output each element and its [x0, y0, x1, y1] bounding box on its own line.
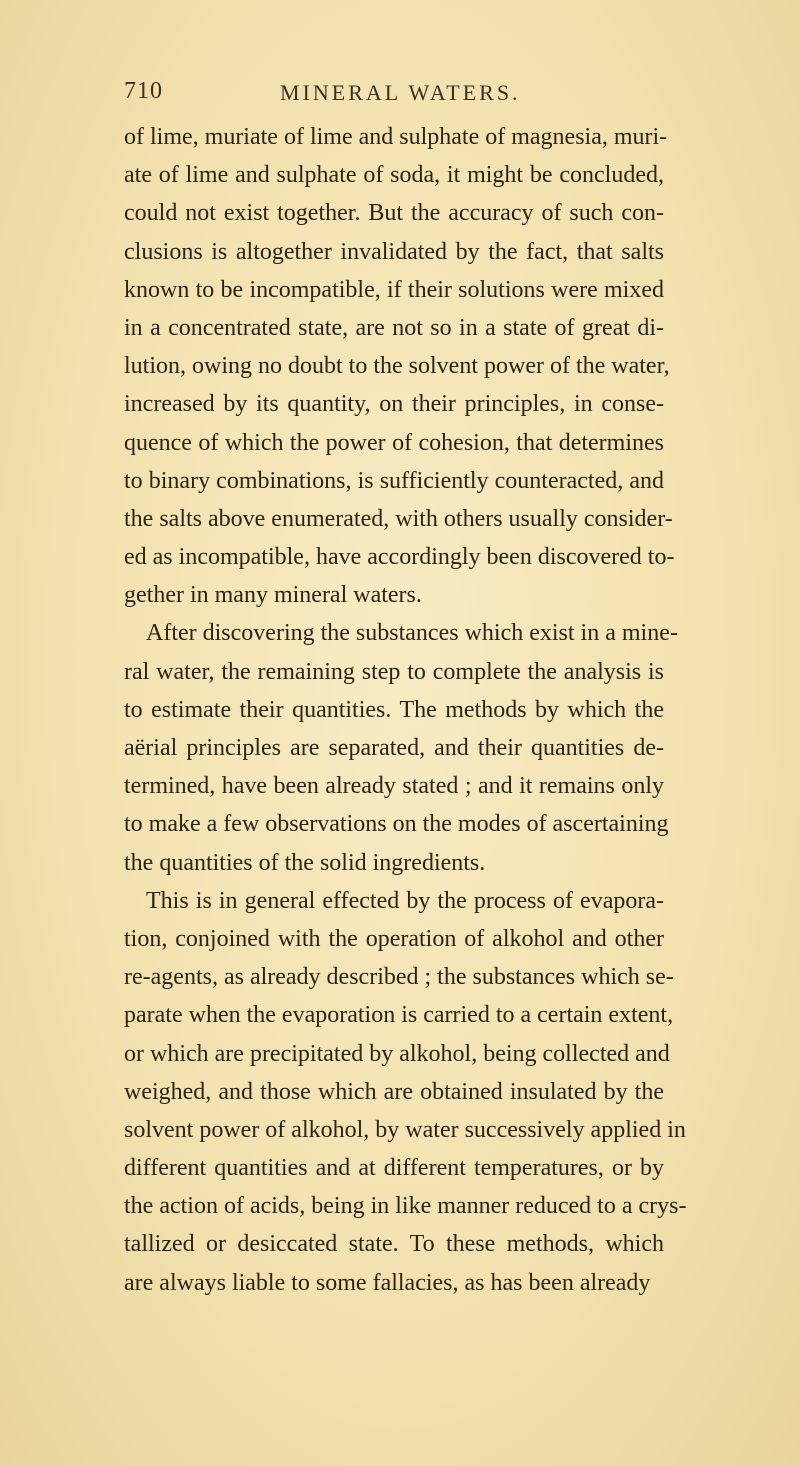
- text-line: parate when the evaporation is carried to a certain extent,: [124, 1002, 674, 1029]
- text-line: could not exist together. But the accuracy of such con-: [124, 200, 664, 227]
- body-text: [124, 118, 687, 1302]
- text-line: of lime, muriate of lime and sulphate of magnesia, muri-: [124, 124, 668, 150]
- running-head: MINERAL WATERS.: [280, 80, 521, 105]
- text-line: known to be incompatible, if their solutions were mixed: [124, 276, 664, 303]
- text-line: quence of which the power of cohesion, that determines: [124, 429, 664, 456]
- text-line: the quantities of the solid ingredients.: [124, 849, 486, 876]
- text-line: different quantities and at different temperatures, or by: [124, 1155, 664, 1182]
- text-line: to make a few observations on the modes of ascertaining: [124, 811, 669, 838]
- text-line: clusions is altogether invalidated by the fact, that salts: [124, 238, 664, 265]
- text-line: This is in general effected by the process of evapora-: [146, 887, 664, 914]
- page-number: 710: [124, 78, 163, 104]
- text-line: the action of acids, being in like manner reduced to a crys-: [124, 1193, 687, 1220]
- text-line: the salts above enumerated, with others usually consider-: [124, 505, 673, 532]
- text-line: solvent power of alkohol, by water successively applied in: [124, 1116, 686, 1143]
- text-line: gether in many mineral waters.: [124, 582, 422, 609]
- text-line: re-agents, as already described ; the substances which se-: [124, 964, 674, 991]
- text-line: ral water, the remaining step to complete the analysis is: [124, 658, 664, 685]
- text-line: to binary combinations, is sufficiently counteracted, and: [124, 467, 664, 494]
- text-line: are always liable to some fallacies, as has been already: [124, 1269, 651, 1296]
- page-header: [124, 78, 644, 118]
- text-line: tion, conjoined with the operation of alkohol and other: [124, 925, 664, 952]
- text-line: increased by its quantity, on their principles, in conse-: [124, 391, 664, 418]
- text-line: aërial principles are separated, and their quantities de-: [124, 735, 664, 761]
- text-line: lution, owing no doubt to the solvent power of the water,: [124, 353, 670, 380]
- text-line: ate of lime and sulphate of soda, it might be concluded,: [124, 162, 664, 189]
- text-line: tallized or desiccated state. To these methods, which: [124, 1231, 664, 1258]
- text-line: or which are precipitated by alkohol, being collected and: [124, 1040, 670, 1067]
- text-line: After discovering the substances which exist in a mine-: [146, 620, 678, 647]
- text-line: in a concentrated state, are not so in a state of great di-: [124, 314, 664, 341]
- text-line: termined, have been already stated ; and it remains only: [124, 773, 664, 800]
- text-line: to estimate their quantities. The methods by which the: [124, 696, 664, 723]
- text-line: ed as incompatible, have accordingly been discovered to-: [124, 544, 675, 571]
- text-line: weighed, and those which are obtained insulated by the: [124, 1078, 664, 1105]
